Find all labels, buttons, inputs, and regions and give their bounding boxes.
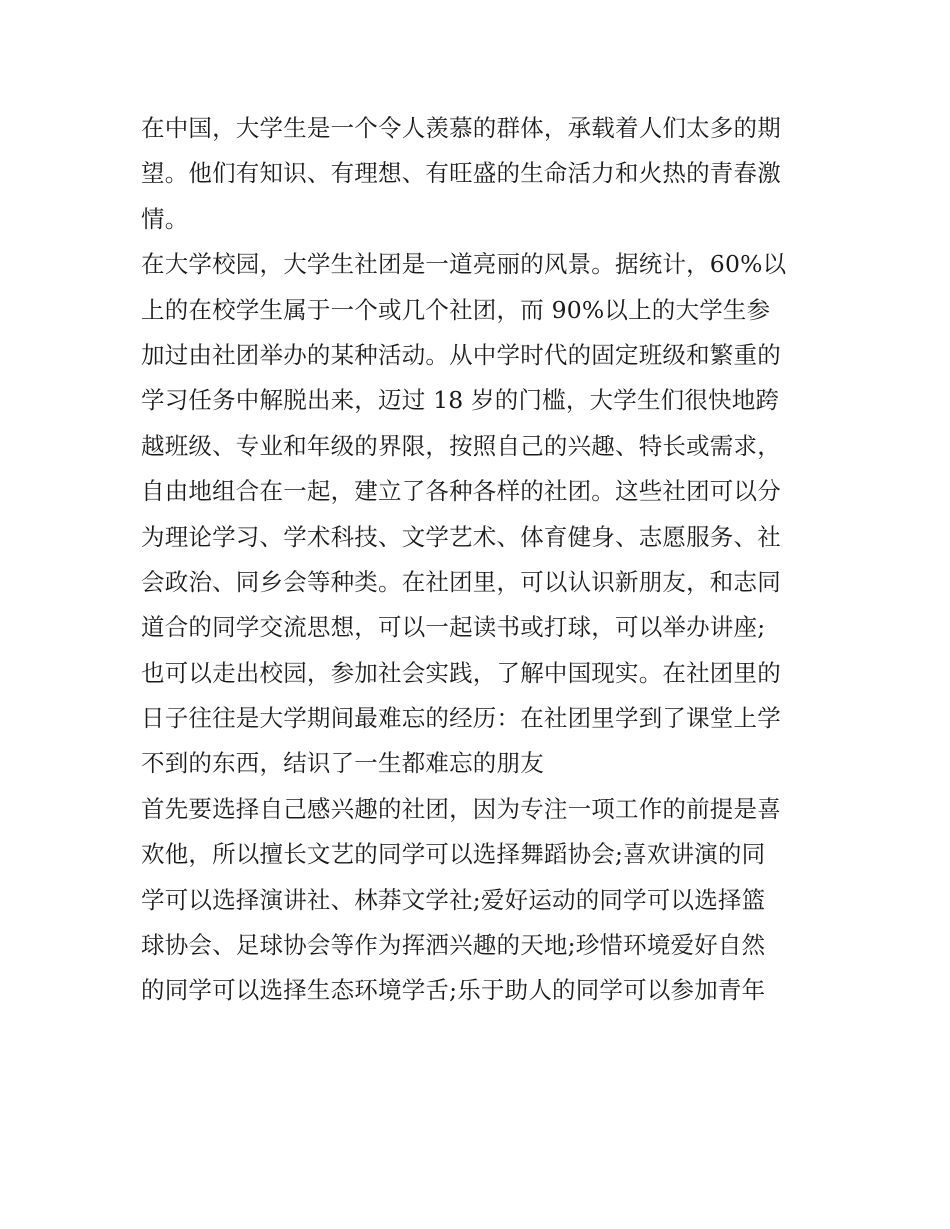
document-body <box>141 106 821 1014</box>
text-line: 道合的同学交流思想，可以一起读书或打球，可以举办讲座; <box>141 613 766 642</box>
text-line: 自由地组合在一起，建立了各种各样的社团。这些社团可以分 <box>141 477 781 506</box>
text-line: 日子往往是大学期间最难忘的经历：在社团里学到了课堂上学 <box>141 704 781 733</box>
text-line: 球协会、足球协会等作为挥洒兴趣的天地;珍惜环境爱好自然 <box>141 931 766 960</box>
text-line: 欢他，所以擅长文艺的同学可以选择舞蹈协会;喜欢讲演的同 <box>141 840 766 869</box>
text-line: 也可以走出校园，参加社会实践，了解中国现实。在社团里的 <box>141 658 781 687</box>
text-line: 的同学可以选择生态环境学舌;乐于助人的同学可以参加青年 <box>141 976 766 1005</box>
text-line: 上的在校学生属于一个或几个社团，而 90%以上的大学生参 <box>141 295 771 324</box>
text-line: 首先要选择自己感兴趣的社团，因为专注一项工作的前提是喜 <box>141 794 781 823</box>
paragraph-choose-club <box>141 787 821 1014</box>
text-line: 为理论学习、学术科技、文学艺术、体育健身、志愿服务、社 <box>141 522 781 551</box>
text-line: 学习任务中解脱出来，迈过 18 岁的门槛，大学生们很快地跨 <box>141 386 780 415</box>
text-line: 在中国，大学生是一个令人羡慕的群体，承载着人们太多的期 <box>141 114 781 142</box>
paragraph-campus-clubs <box>141 242 821 787</box>
paragraph-intro <box>141 106 821 242</box>
text-line: 情。 <box>141 204 189 233</box>
text-line: 不到的东西，结识了一生都难忘的朋友 <box>141 749 544 778</box>
text-line: 在大学校园，大学生社团是一道亮丽的风景。据统计，60%以 <box>141 250 787 279</box>
text-line: 会政治、同乡会等种类。在社团里，可以认识新朋友，和志同 <box>141 567 781 596</box>
text-line: 望。他们有知识、有理想、有旺盛的生命活力和火热的青春激 <box>141 159 781 188</box>
text-line: 加过由社团举办的某种活动。从中学时代的固定班级和繁重的 <box>141 340 781 369</box>
text-line: 越班级、专业和年级的界限，按照自己的兴趣、特长或需求， <box>141 431 781 460</box>
text-line: 学可以选择演讲社、林莽文学社;爱好运动的同学可以选择篮 <box>141 885 766 914</box>
